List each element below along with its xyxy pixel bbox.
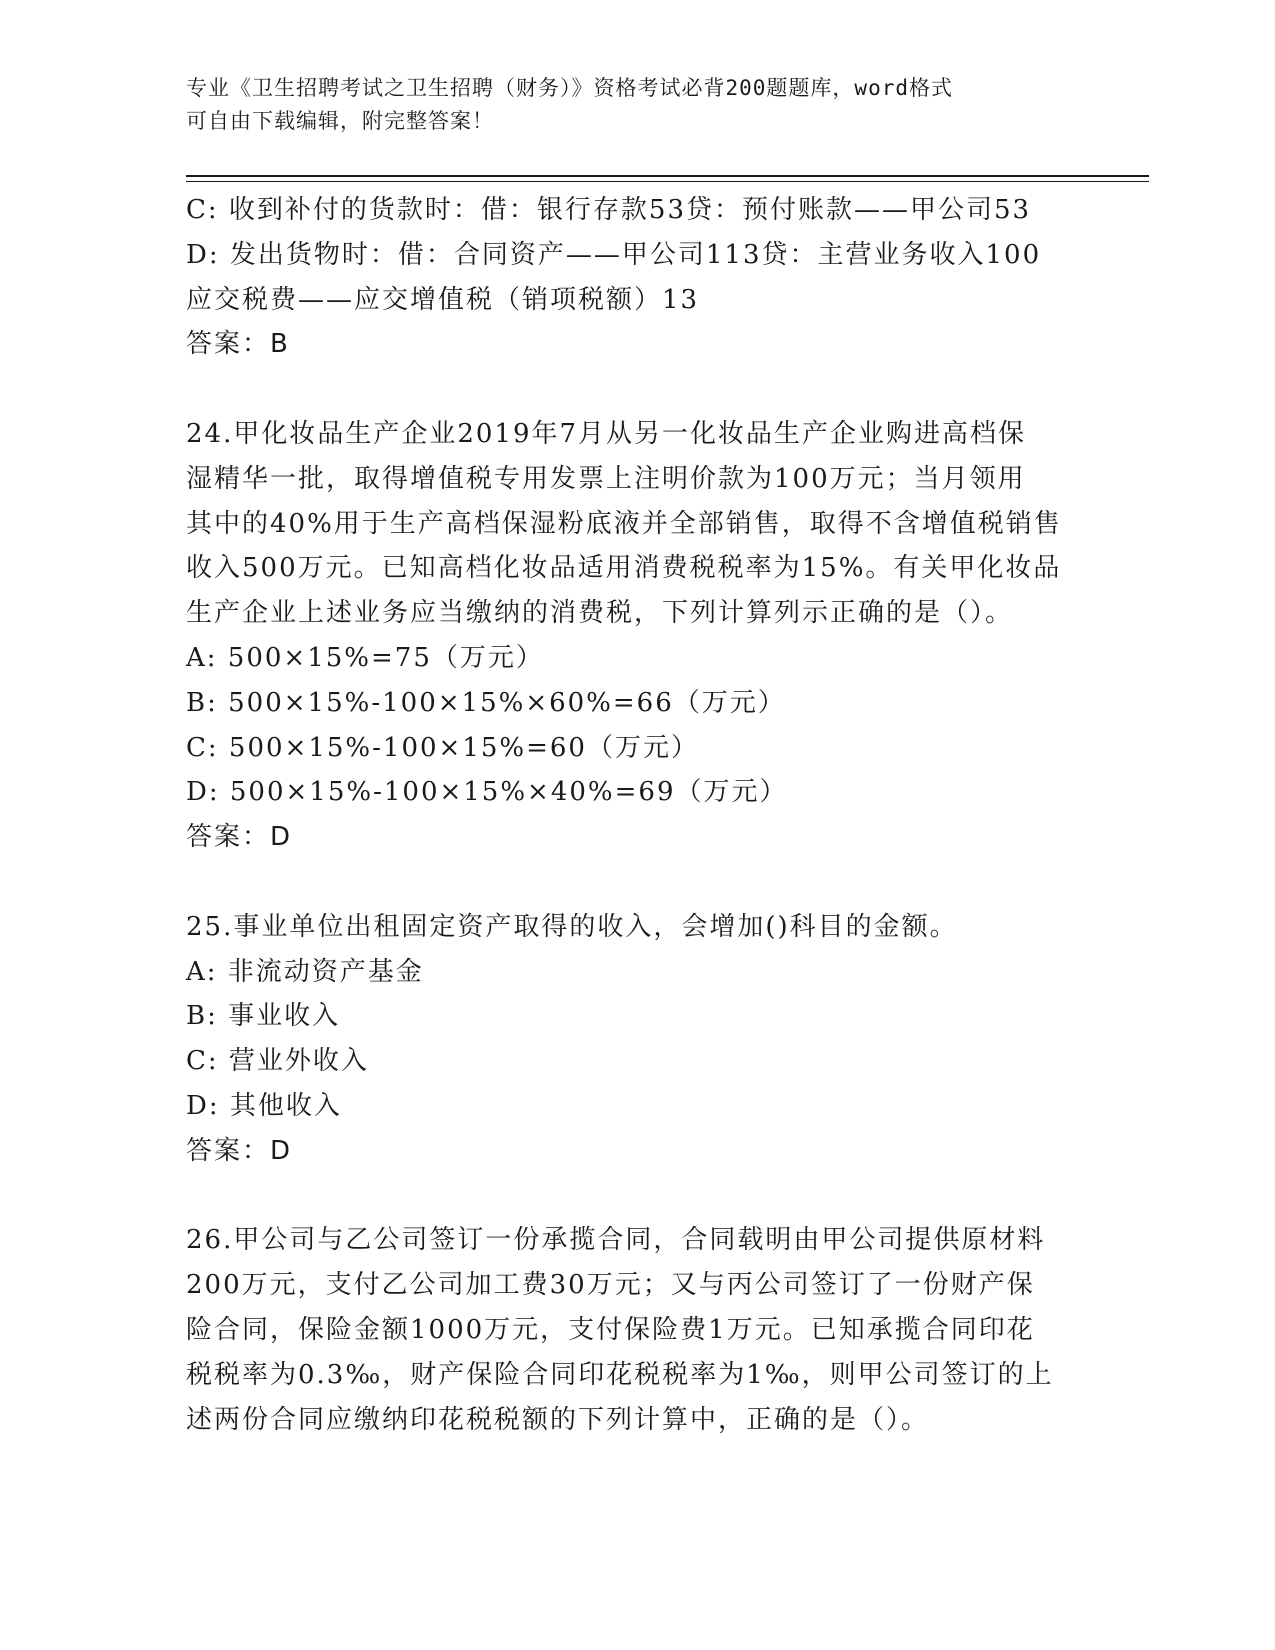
option-a: A: 500×15%=75（万元） [186, 642, 544, 673]
option-b: B: 500×15%-100×15%×60%=66（万元） [186, 687, 786, 718]
document-body [186, 188, 1086, 1442]
question-stem-line: 述两份合同应缴纳印花税税额的下列计算中，正确的是（）。 [186, 1404, 930, 1435]
option-d: D: 500×15%-100×15%×40%=69（万元） [186, 777, 788, 808]
answer: 答案：D [186, 1135, 293, 1166]
answer: 答案：D [186, 822, 293, 853]
header-divider-thick [186, 175, 1149, 177]
option-b: B: 事业收入 [186, 1001, 341, 1032]
option-c: C: 收到补付的货款时：借：银行存款53贷：预付账款——甲公司53 [186, 195, 1032, 225]
option-d-continued: 应交税费——应交增值税（销项税额）13 [186, 284, 700, 315]
header-divider-thin [186, 181, 1149, 182]
option-d: D: 发出货物时：借：合同资产——甲公司113贷：主营业务收入100 [186, 239, 1042, 270]
question-stem-line: 生产企业上述业务应当缴纳的消费税，下列计算列示正确的是（）。 [186, 598, 1014, 629]
option-d: D: 其他收入 [186, 1090, 342, 1121]
question-stem-line: 26.甲公司与乙公司签订一份承揽合同，合同载明由甲公司提供原材料 [186, 1225, 1046, 1256]
question-23-tail [186, 188, 1086, 367]
question-stem-line: 湿精华一批，取得增值税专用发票上注明价款为100万元；当月领用 [186, 463, 1026, 494]
question-26 [186, 1218, 1086, 1442]
spacer [186, 367, 1086, 412]
question-stem-line: 其中的40%用于生产高档保湿粉底液并全部销售，取得不含增值税销售 [186, 508, 1062, 539]
document-header [186, 72, 1066, 138]
option-c: C: 500×15%-100×15%=60（万元） [186, 732, 699, 763]
spacer [186, 860, 1086, 905]
question-25 [186, 905, 1086, 1174]
option-c: C: 营业外收入 [186, 1046, 369, 1077]
answer: 答案：B [186, 329, 290, 360]
question-stem-line: 24.甲化妆品生产企业2019年7月从另一化妆品生产企业购进高档保 [186, 418, 1027, 449]
spacer [186, 1174, 1086, 1219]
question-stem-line: 200万元，支付乙公司加工费30万元；又与丙公司签订了一份财产保 [186, 1270, 1035, 1301]
question-stem-line: 税税率为0.3‰，财产保险合同印花税税率为1‰，则甲公司签订的上 [186, 1359, 1054, 1390]
header-line-2: 可自由下载编辑，附完整答案！ [186, 109, 494, 133]
question-stem-line: 25.事业单位出租固定资产取得的收入，会增加()科目的金额。 [186, 911, 958, 942]
header-line-1: 专业《卫生招聘考试之卫生招聘（财务）》资格考试必背200题题库，word格式 [186, 76, 953, 100]
question-24 [186, 412, 1086, 860]
option-a: A: 非流动资产基金 [186, 956, 424, 987]
question-stem-line: 险合同，保险金额1000万元，支付保险费1万元。已知承揽合同印花 [186, 1314, 1035, 1345]
question-stem-line: 收入500万元。已知高档化妆品适用消费税税率为15%。有关甲化妆品 [186, 553, 1062, 584]
